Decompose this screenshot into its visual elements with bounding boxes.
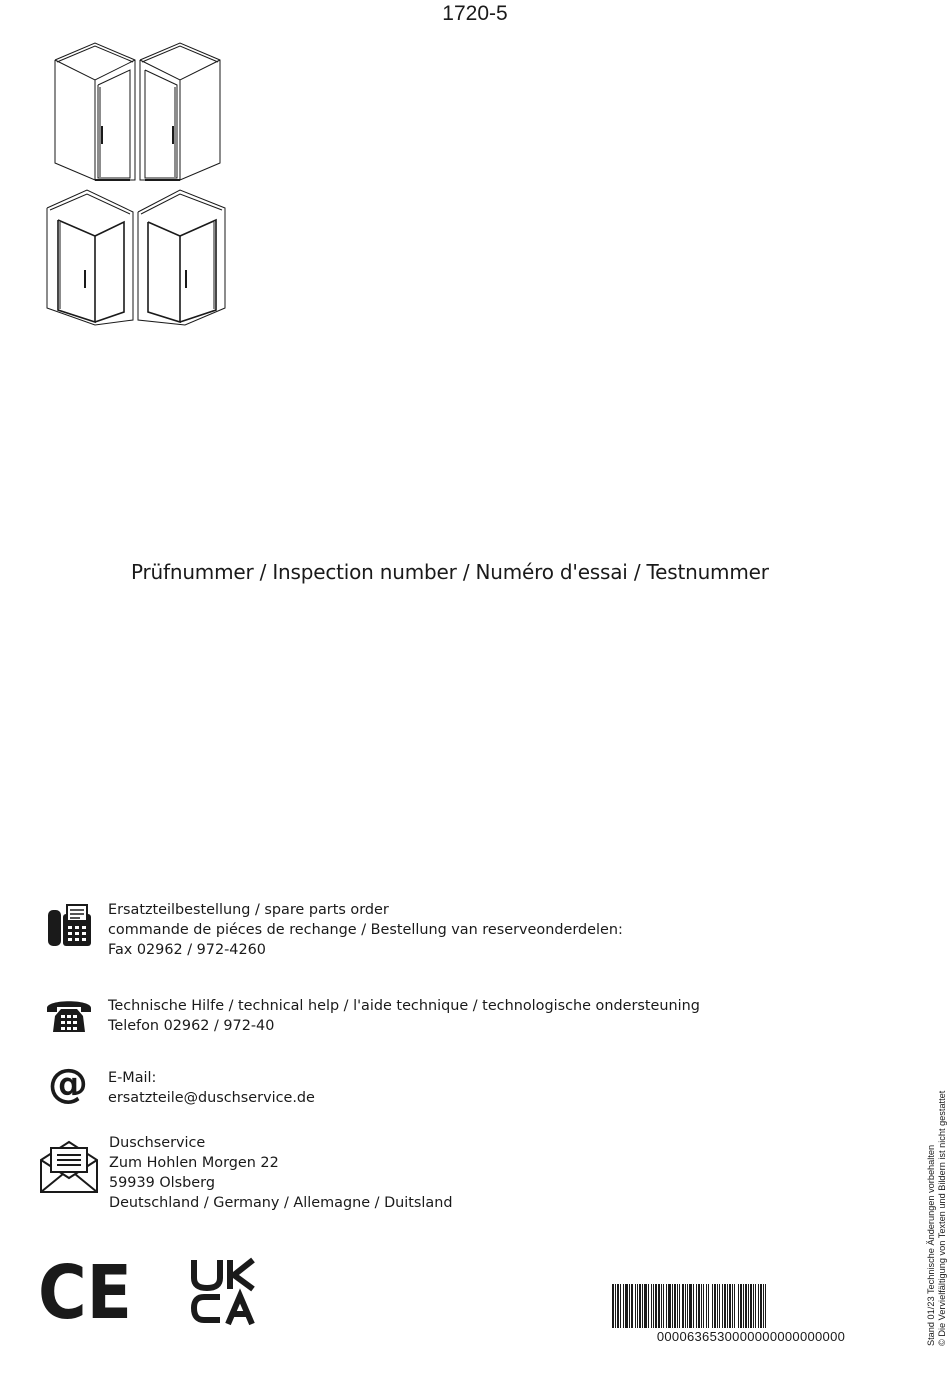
barcode-bar [727, 1284, 728, 1328]
barcode-bar [663, 1284, 664, 1328]
barcode-bar [625, 1284, 628, 1328]
barcode-bar [743, 1284, 744, 1328]
address-street: Zum Hohlen Morgen 22 [109, 1155, 279, 1171]
barcode-bar [644, 1284, 647, 1328]
product-illustrations [40, 40, 240, 330]
barcode-bar [674, 1284, 676, 1328]
barcode-bar [714, 1284, 716, 1328]
barcode-bar [661, 1284, 662, 1328]
copyright-note [926, 1091, 948, 1346]
barcode-bar [732, 1284, 733, 1328]
barcode-bar [617, 1284, 619, 1328]
barcode-bar [689, 1284, 692, 1328]
shower-enclosure-corner-right-icon [138, 190, 225, 325]
barcode-bar [738, 1284, 739, 1328]
barcode-bar [615, 1284, 616, 1328]
email-contact [108, 1068, 315, 1108]
barcode-bar [672, 1284, 673, 1328]
barcode-bar [642, 1284, 643, 1328]
barcode-bar [701, 1284, 702, 1328]
address-company: Duschservice [109, 1135, 206, 1151]
barcode-bar [679, 1284, 680, 1328]
barcode-bar [639, 1284, 641, 1328]
envelope-icon [39, 1140, 99, 1194]
fax-line-1: Ersatzteilbestellung / spare parts order [108, 902, 389, 918]
barcode-bar [698, 1284, 700, 1328]
ce-mark [38, 1250, 132, 1336]
barcode-bar [753, 1284, 754, 1328]
shower-enclosure-front-right-icon [140, 43, 220, 180]
barcode-bar [706, 1284, 707, 1328]
fax-icon [47, 904, 93, 948]
telephone-icon [45, 996, 93, 1034]
barcode-bar [758, 1284, 759, 1328]
barcode-number: 0000636530000000000000000 [656, 1329, 846, 1344]
barcode-bar [631, 1284, 633, 1328]
shower-enclosure-corner-left-icon [47, 190, 133, 325]
ce-mark-text: CE [38, 1250, 132, 1336]
revision-note: Stand 01/23 Technische Änderungen vorbehalten [926, 1144, 936, 1346]
barcode-bar [719, 1284, 720, 1328]
barcode-bar [666, 1284, 667, 1328]
email-address[interactable]: ersatzteile@duschservice.de [108, 1090, 315, 1106]
email-label: E-Mail: [108, 1070, 157, 1086]
barcode-bar [760, 1284, 762, 1328]
barcode-bar [651, 1284, 652, 1328]
phone-line-1: Technische Hilfe / technical help / l'aide technique / technologische ondersteuning [108, 998, 700, 1014]
address-country: Deutschland / Germany / Allemagne / Duitsland [109, 1195, 453, 1211]
barcode-bar [740, 1284, 742, 1328]
fax-line-2: commande de piéces de rechange / Bestellung van reserveonderdelen: [108, 922, 623, 938]
copyright-line: © Die Vervielfältigung von Texten und Bildern ist nicht gestattet [937, 1090, 947, 1346]
barcode-bar [755, 1284, 756, 1328]
barcode-bar [734, 1284, 735, 1328]
barcode-bar [745, 1284, 747, 1328]
barcode-bar [685, 1284, 686, 1328]
address-block [109, 1133, 453, 1213]
barcode-bar [693, 1284, 694, 1328]
phone-number[interactable]: Telefon 02962 / 972-40 [108, 1018, 275, 1034]
shower-enclosure-front-left-icon [55, 43, 135, 180]
barcode-bar [748, 1284, 749, 1328]
inspection-number-label: Prüfnummer / Inspection number / Numéro d'essai / Testnummer [131, 560, 769, 584]
barcode [612, 1284, 890, 1330]
barcode-bar [724, 1284, 726, 1328]
barcode-bar [729, 1284, 731, 1328]
barcode-bar [722, 1284, 723, 1328]
barcode-bar [765, 1284, 766, 1328]
barcode-bar [717, 1284, 718, 1328]
barcode-bar [708, 1284, 709, 1328]
at-icon: @ [48, 1061, 88, 1107]
barcode-bar [653, 1284, 654, 1328]
barcode-bar [668, 1284, 671, 1328]
barcode-bar [696, 1284, 697, 1328]
barcode-bar [637, 1284, 638, 1328]
barcode-bar [687, 1284, 688, 1328]
barcode-bar [623, 1284, 624, 1328]
fax-number[interactable]: Fax 02962 / 972-4260 [108, 942, 266, 958]
barcode-bar [655, 1284, 657, 1328]
phone-contact [108, 996, 700, 1036]
barcode-bar [629, 1284, 630, 1328]
barcode-bar [658, 1284, 660, 1328]
barcode-bar [648, 1284, 649, 1328]
barcode-bar [712, 1284, 713, 1328]
barcode-bar [682, 1284, 684, 1328]
fax-contact [108, 900, 623, 960]
barcode-bar [763, 1284, 764, 1328]
barcode-bar [635, 1284, 636, 1328]
barcode-bar [677, 1284, 678, 1328]
address-city: 59939 Olsberg [109, 1175, 215, 1191]
barcode-bar [612, 1284, 614, 1328]
barcode-bar [750, 1284, 752, 1328]
barcode-bar [703, 1284, 704, 1328]
barcode-bar [620, 1284, 621, 1328]
ukca-mark [190, 1258, 260, 1326]
document-number: 1720-5 [442, 2, 508, 25]
